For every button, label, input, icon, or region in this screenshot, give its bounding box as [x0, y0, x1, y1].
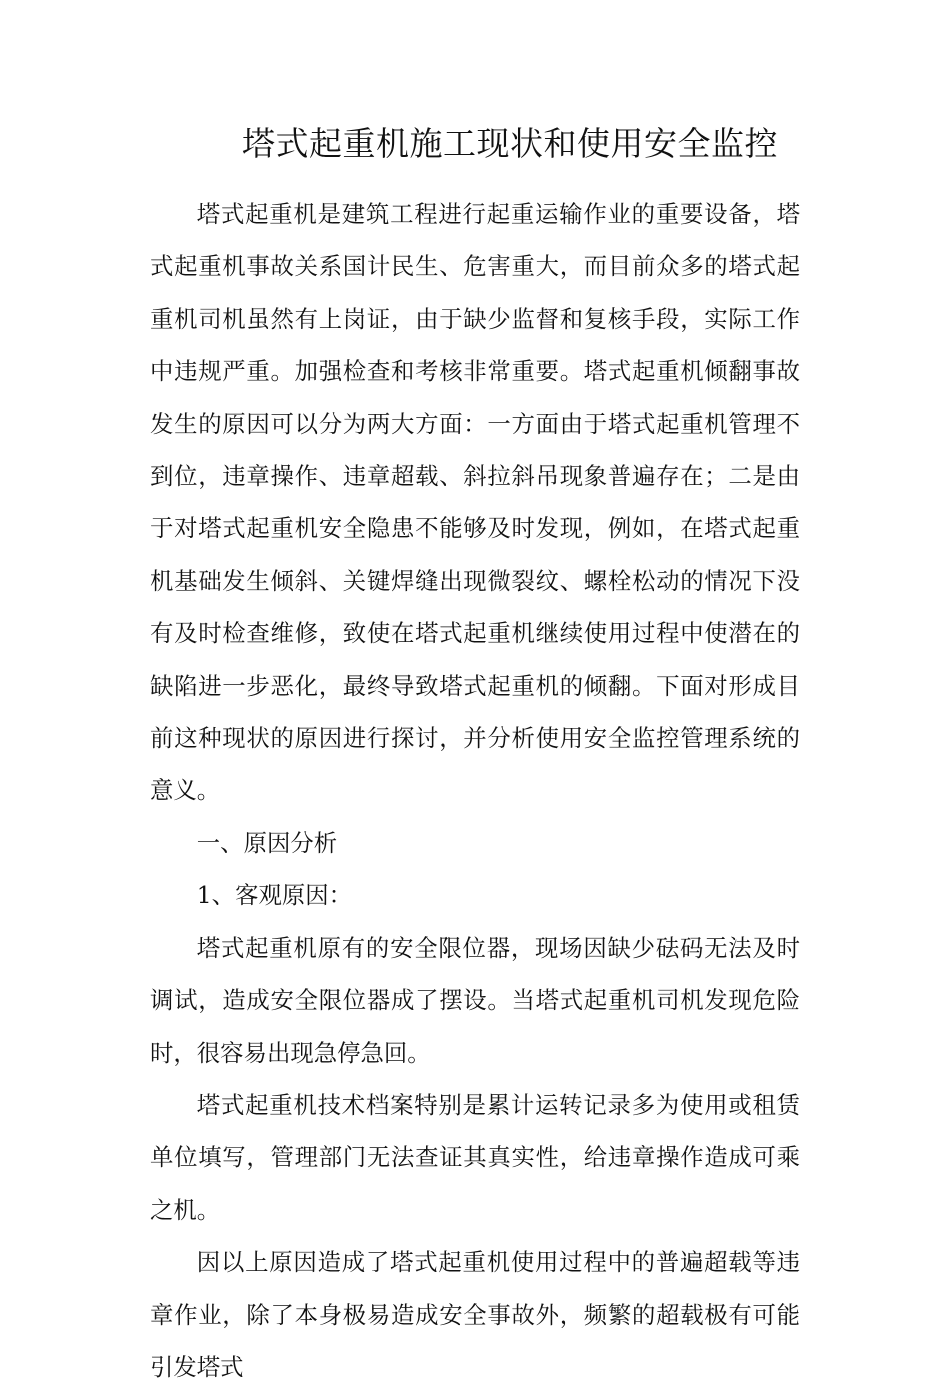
subsection-heading-objective-causes: 1、客观原因：: [196, 881, 353, 910]
paragraph-overload-consequence: 因以上原因造成了塔式起重机使用过程中的普遍超载等违章作业，除了本身极易造成安全事故外，频繁的超载极有可能引发塔式: [150, 1248, 800, 1381]
paragraph-limiter: 塔式起重机原有的安全限位器，现场因缺少砝码无法及时调试，造成安全限位器成了摆设。当塔式起重机司机发现危险时，很容易出现急停急回。: [150, 933, 800, 1067]
section-heading-cause-analysis: 一、原因分析: [196, 828, 338, 857]
document-body: [150, 188, 800, 1393]
document-title: 塔式起重机施工现状和使用安全监控: [242, 124, 778, 163]
paragraph-technical-records: 塔式起重机技术档案特别是累计运转记录多为使用或租赁单位填写，管理部门无法查证其真实性，给违章操作造成可乘之机。: [150, 1090, 800, 1224]
paragraph-intro: 塔式起重机是建筑工程进行起重运输作业的重要设备，塔式起重机事故关系国计民生、危害重大，而目前众多的塔式起重机司机虽然有上岗证，由于缺少监督和复核手段，实际工作中违规严重。加强检查和考核非常重要。塔式起重机倾翻事故发生的原因可以分为两大方面：一方面由于塔式起重机管理不到位，违章操作、违章超载、斜拉斜吊现象普遍存在；二是由于对塔式起重机安全隐患不能够及时发现，例如，在塔式起重机基础发生倾斜、关键焊缝出现微裂纹、螺栓松动的情况下没有及时检查维修，致使在塔式起重机继续使用过程中使潜在的缺陷进一步恶化，最终导致塔式起重机的倾翻。下面对形成目前这种现状的原因进行探讨，并分析使用安全监控管理系统的意义。: [150, 200, 800, 805]
